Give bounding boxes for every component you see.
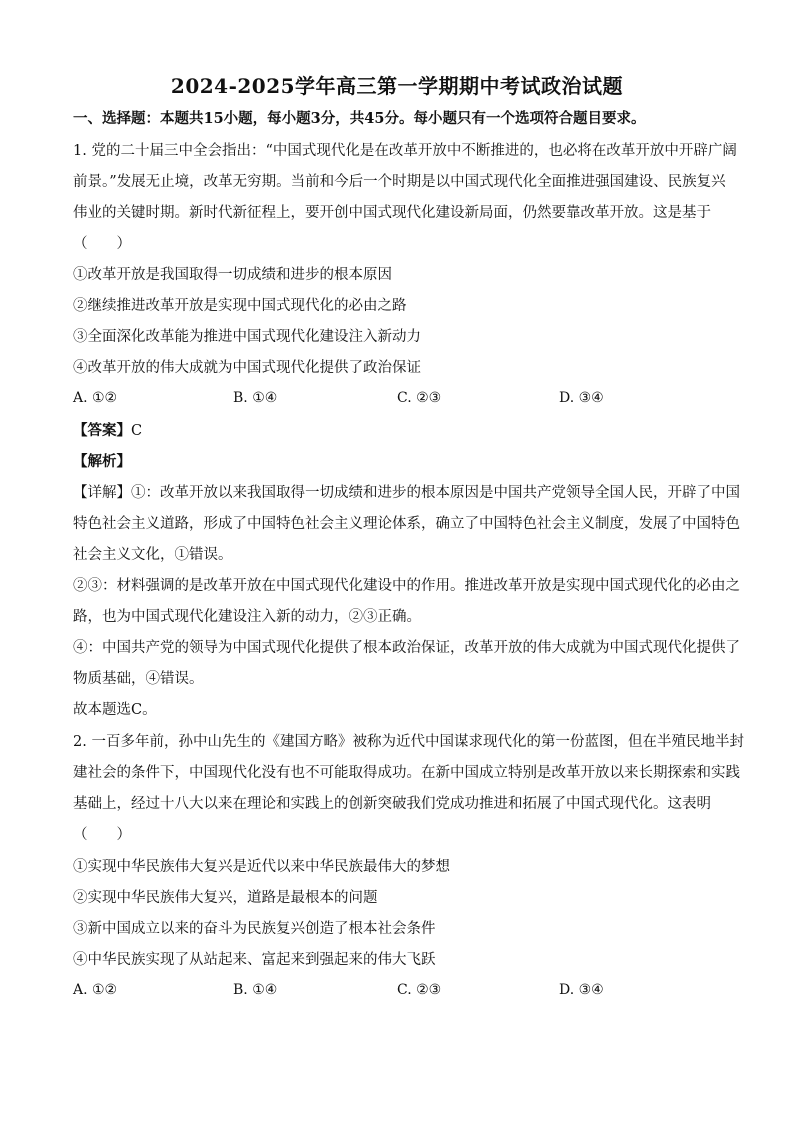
q1-detail-line: ④：中国共产党的领导为中国式现代化提供了根本政治保证，改革开放的伟大成就为中国式现代化提供了 <box>73 640 740 656</box>
q1-detail-line: 社会主义文化，①错误。 <box>73 547 233 563</box>
q2-stem-line: 基础上，经过十八大以来在理论和实践上的创新突破我们党成功推进和拓展了中国式现代化。这表明 <box>73 796 711 812</box>
q2-statement: ④中华民族实现了从站起来、富起来到强起来的伟大飞跃 <box>73 952 436 968</box>
q2-stem-line: 建社会的条件下，中国现代化没有也不可能取得成功。在新中国成立特别是改革开放以来长期探索和实践 <box>73 765 740 781</box>
answer-label: 【答案】 <box>73 422 131 439</box>
q1-answer <box>73 421 142 441</box>
q1-stem-line: 前景。”发展无止境，改革无穷期。当前和今后一个时期是以中国式现代化全面推进强国建设、民族复兴 <box>73 174 726 190</box>
q2-option-d: D. ③④ <box>559 982 604 998</box>
q1-detail-line: ②③：材料强调的是改革开放在中国式现代化建设中的作用。推进改革开放是实现中国式现代化的必由之 <box>73 578 740 594</box>
q1-option-c: C. ②③ <box>397 390 442 406</box>
answer-value: C <box>131 423 143 439</box>
q2-answer-blank: （ ） <box>73 827 131 843</box>
q1-detail-line: 路，也为中国式现代化建设注入新的动力，②③正确。 <box>73 609 421 625</box>
q1-options <box>73 390 733 410</box>
q2-option-a: A. ①② <box>73 982 118 998</box>
q1-stem-line: 伟业的关键时期。新时代新征程上，要开创中国式现代化建设新局面，仍然要靠改革开放。这是基于 <box>73 205 711 221</box>
q2-stem-line: 2. 一百多年前，孙中山先生的《建国方略》被称为近代中国谋求现代化的第一份蓝图，但在半殖民地半封 <box>73 734 744 750</box>
q1-stem-line: 1. 党的二十届三中全会指出：“中国式现代化是在改革开放中不断推进的，也必将在改革开放中开辟广阔 <box>73 143 737 159</box>
q1-option-a: A. ①② <box>73 390 118 406</box>
q1-statement: ④改革开放的伟大成就为中国式现代化提供了政治保证 <box>73 360 421 376</box>
q1-option-d: D. ③④ <box>559 390 604 406</box>
q1-detail-line: 物质基础，④错误。 <box>73 671 204 687</box>
q1-statement: ②继续推进改革开放是实现中国式现代化的必由之路 <box>73 298 407 314</box>
analysis-label: 【解析】 <box>73 453 131 470</box>
q2-option-b: B. ①④ <box>233 982 278 998</box>
q2-statement: ③新中国成立以来的奋斗为民族复兴创造了根本社会条件 <box>73 921 436 937</box>
q1-answer-blank: （ ） <box>73 236 131 252</box>
q2-options <box>73 982 733 1002</box>
q2-statement: ①实现中华民族伟大复兴是近代以来中华民族最伟大的梦想 <box>73 859 450 875</box>
q2-statement: ②实现中华民族伟大复兴，道路是最根本的问题 <box>73 890 378 906</box>
q1-statement: ①改革开放是我国取得一切成绩和进步的根本原因 <box>73 267 392 283</box>
q1-statement: ③全面深化改革能为推进中国式现代化建设注入新动力 <box>73 329 421 345</box>
section-heading: 一、选择题：本题共15小题，每小题3分，共45分。每小题只有一个选项符合题目要求。 <box>73 110 646 127</box>
page-title: 2024-2025学年高三第一学期期中考试政治试题 <box>170 74 624 98</box>
q1-option-b: B. ①④ <box>233 390 278 406</box>
q1-conclusion: 故本题选C。 <box>73 702 157 718</box>
q1-detail-line: 特色社会主义道路，形成了中国特色社会主义理论体系，确立了中国特色社会主义制度，发展了中国特色 <box>73 516 740 532</box>
q1-detail-line: 【详解】①：改革开放以来我国取得一切成绩和进步的根本原因是中国共产党领导全国人民，开辟了中国 <box>73 485 740 501</box>
q2-option-c: C. ②③ <box>397 982 442 998</box>
